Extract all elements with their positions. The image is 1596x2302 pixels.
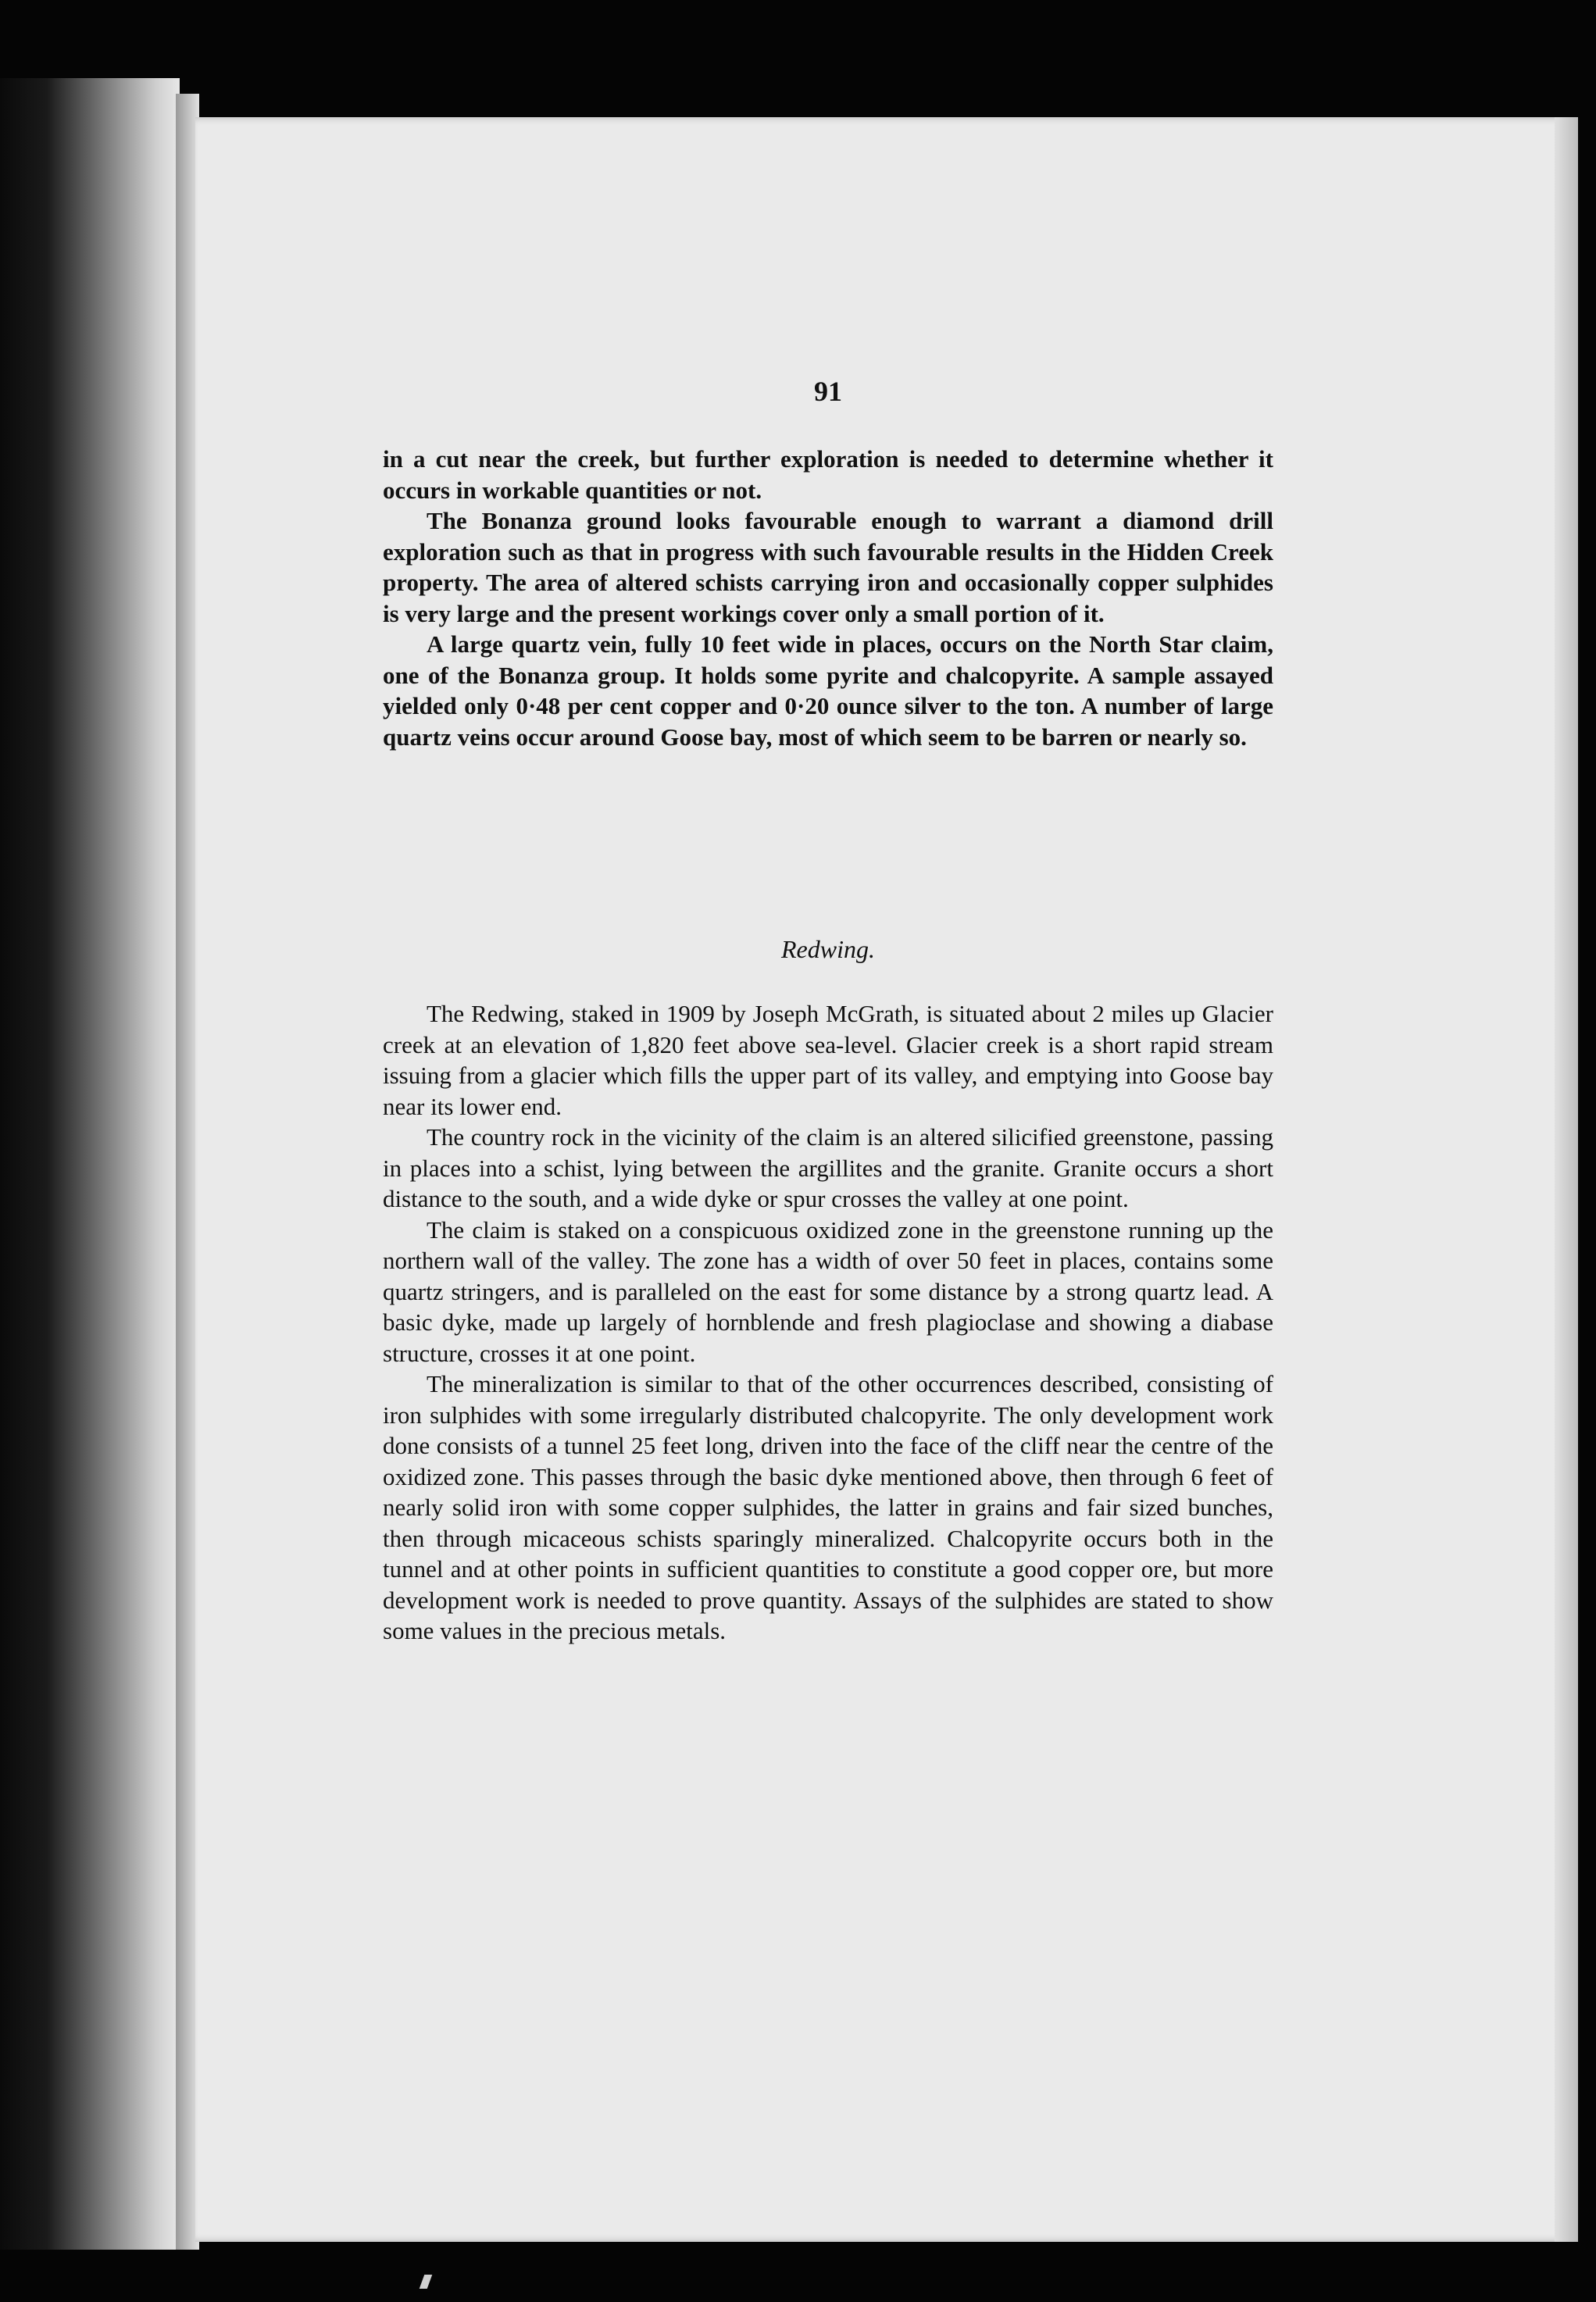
paragraph: A large quartz vein, fully 10 feet wide in places, occurs on the North Star claim, one of the Bonanza group. It holds some pyrite and chalcopyrite. A sample assayed yielded only 0·48 per cent copper and 0·20 ounce silver to the ton. A number of large quartz veins occur around Goose bay, most of which seem to be barren or nearly so.	[383, 630, 1273, 751]
paragraph: The mineralization is similar to that of the other occurrences described, consisting of iron sulphides with some irregularly distributed chalcopyrite. The only development work done consists of a tunnel 25 feet long, driven into the face of the cliff near the centre of the oxidized zone. This passes through the basic dyke mentioned above, then through 6 feet of nearly solid iron with some copper sulphides, the latter in grains and fair sized bunches, then through micaceous schists sparingly mineralized. Chalcopyrite occurs both in the tunnel and at other points in sufficient quantities to constitute a good copper ore, but more development work is needed to prove quantity. Assays of the sulphides are stated to show some values in the precious metals.	[383, 1370, 1273, 1644]
page-number: 91	[814, 376, 842, 407]
continued-text	[383, 444, 1273, 752]
paragraph: The country rock in the vicinity of the claim is an altered silicified greenstone, passing in places into a schist, lying between the argillites and the granite. Granite occurs a short distance to the south, and a wide dyke or spur crosses the valley at one point.	[383, 1123, 1273, 1212]
paragraph: The Redwing, staked in 1909 by Joseph McGrath, is situated about 2 miles up Glacier creek at an elevation of 1,820 feet above sea-level. Glacier creek is a short rapid stream issuing from a glacier which fills the upper part of its valley, and emptying into Goose bay near its lower end.	[383, 1000, 1273, 1120]
section-heading: Redwing.	[781, 935, 875, 963]
paragraph: The claim is staked on a conspicuous oxidized zone in the greenstone running up the northern wall of the valley. The zone has a width of over 50 feet in places, contains some quartz stringers, and is paralleled on the east for some distance by a strong quartz lead. A basic dyke, made up largely of hornblende and fresh plagioclase and showing a diabase structure, crosses it at one point.	[383, 1215, 1273, 1367]
paragraph: The Bonanza ground looks favourable enough to warrant a diamond drill exploration such as that in progress with such favourable results in the Hidden Creek property. The area of altered schists carrying iron and occasionally copper sulphides is very large and the present workings cover only a small portion of it.	[383, 507, 1273, 627]
section-text	[383, 998, 1273, 1647]
paragraph: in a cut near the creek, but further exploration is needed to determine whether it occurs in workable quantities or not.	[383, 445, 1273, 504]
page-edge	[1555, 117, 1578, 2242]
